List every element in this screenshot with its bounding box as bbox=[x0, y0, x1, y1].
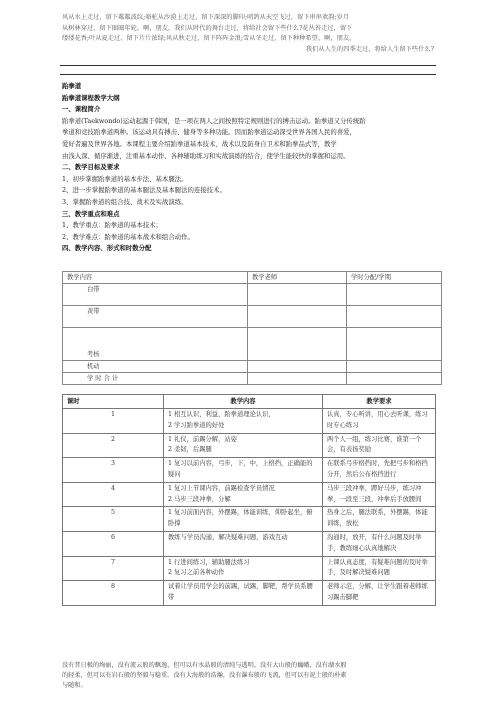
table-cell bbox=[248, 373, 347, 385]
table-cell: 黄带 bbox=[63, 306, 248, 328]
table-header-cell: 学时分配/学期 bbox=[347, 272, 442, 284]
lesson-requirement: 上课认真态度，有疑难问题的及时举手，及时解决疑难问题 bbox=[323, 556, 436, 581]
list-item: 2、教学难点：跆拳道的基本战术和组合动作。 bbox=[62, 232, 194, 241]
closing-paragraph bbox=[62, 661, 436, 691]
section-heading: 三、教学重点和难点 bbox=[62, 209, 120, 218]
intro-line: 由浅入深、循序渐进，注重基本动作、各种辅助练习和实战演练的结合，使学生能较快的掌握和运用。 bbox=[62, 151, 350, 160]
quote-line: 缕缕花香;叶从夏走过，留下片片浓绿;风从秋走过，留下阵阵金浪;雪从冬走过，留下种种希望。啊，朋友， bbox=[62, 35, 356, 43]
closing-line: 没有昔日极的绚丽，没有流云般的飘逸，但可以有水晶般的清纯与透明。没有大山般的巍峨，没有湖水般 bbox=[62, 662, 347, 669]
table-header-cell: 教学老师 bbox=[248, 272, 347, 284]
lesson-content: 1 礼仪，前踢分解，站姿 2 柔韧，后踢腿 bbox=[164, 433, 323, 458]
table-row bbox=[63, 458, 436, 483]
table-row bbox=[63, 556, 436, 581]
list-item: 1、初步掌握跆拳道的基本步法、基本腿法。 bbox=[62, 174, 188, 183]
table-header-cell: 课时 bbox=[63, 395, 164, 409]
closing-line: 与随和。 bbox=[62, 682, 87, 689]
lesson-requirement: 认真，专心听讲，用心去听课，练习时专心练习 bbox=[323, 409, 436, 434]
table-row bbox=[63, 482, 436, 507]
lesson-number: 4 bbox=[63, 482, 164, 507]
lesson-content: 1 复习上节课内容，前踢检查学员情况 2 马步三段冲拳，分解 bbox=[164, 482, 323, 507]
doc-subtitle: 跆拳道课程教学大纲 bbox=[62, 93, 120, 102]
table-cell bbox=[248, 306, 347, 328]
lesson-number: 7 bbox=[63, 556, 164, 581]
table-cell: 考核 bbox=[63, 328, 248, 361]
header-rule bbox=[60, 65, 436, 66]
list-item: 1、教学重点：跆拳道的基本技术； bbox=[62, 221, 162, 230]
lesson-requirement: 热身之后，腿法联系，外摆踢，体能训练，放松 bbox=[323, 507, 436, 532]
table-header-cell: 教学要求 bbox=[323, 395, 436, 409]
lesson-number: 2 bbox=[63, 433, 164, 458]
lesson-number: 5 bbox=[63, 507, 164, 532]
lesson-plan-table bbox=[62, 394, 436, 606]
lesson-requirement: 沟通时，放开，有什么问题及时举手，教练细心认真地解决 bbox=[323, 531, 436, 556]
section-heading: 二、教学目标及要求 bbox=[62, 163, 120, 172]
table-cell bbox=[347, 373, 442, 385]
table-cell: 白带 bbox=[63, 284, 248, 306]
table-cell: 学 时 合 计 bbox=[63, 373, 248, 385]
table-header-cell: 教学内容 bbox=[164, 395, 323, 409]
table-row bbox=[63, 409, 436, 434]
lesson-number: 6 bbox=[63, 531, 164, 556]
lesson-number: 1 bbox=[63, 409, 164, 434]
intro-line: 爱好者遍及世界各地。本课程主要介绍跆拳道基本技术、战术以及防身自卫术和跆拳品式等，教学 bbox=[62, 139, 337, 148]
section-heading: 四、教学内容、形式和时数分配 bbox=[62, 244, 152, 253]
table-cell bbox=[347, 306, 442, 328]
header-rule bbox=[60, 74, 436, 75]
section-heading: 一、课程简介 bbox=[62, 105, 101, 114]
lesson-requirement: 马步三段冲拳，蹲好马步，练习冲拳，一段至三段，冲拳后手放腰间 bbox=[323, 482, 436, 507]
table-header-cell: 教学内容 bbox=[63, 272, 248, 284]
lesson-number: 3 bbox=[63, 458, 164, 483]
intro-line: 拳道和竞技跆拳道两种。该运动具有搏击、健身等多种功能。因而跆拳道运动深受世界各国人民的喜爱， bbox=[62, 128, 356, 137]
lesson-content: 1 相互认识，利益，跆拳道理论认识， 2 学习跆拳道的好处 bbox=[164, 409, 323, 434]
allocation-table bbox=[62, 271, 442, 385]
table-cell bbox=[248, 361, 347, 373]
table-cell bbox=[248, 284, 347, 306]
doc-title: 跆拳道 bbox=[62, 82, 82, 90]
lesson-content: 1 复习以前内容，弓步，下，中，上格挡，正确能的疑问 bbox=[164, 458, 323, 483]
table-row bbox=[63, 581, 436, 606]
lesson-content: 1 复习前面内容，外摆踢，体能训练，仰卧起坐，俯卧撑 bbox=[164, 507, 323, 532]
table-cell bbox=[347, 361, 442, 373]
lesson-requirement: 两个人一组，练习比赛，谁第一个会，有表扬奖励 bbox=[323, 433, 436, 458]
intro-line: 跆拳道(Taekwondo)运动起源于韩国，是一项在两人之间按照特定规则进行的搏击运动。跆拳道又分传统跆 bbox=[62, 116, 366, 125]
quote-line: 风从水上走过，留下粼粼波纹;骆驼从沙漠上走过，留下深深的脚印;哨鸽从天空飞过，留下串串欢韵;岁月 bbox=[62, 14, 350, 21]
list-item: 2、进一步掌握跆拳道的基本腿法及基本腿法的连接技术。 bbox=[62, 186, 226, 195]
lesson-requirement: 在联系弓步格挡时，先把弓步和格挡分开，然后公布格挡进行 bbox=[323, 458, 436, 483]
quote-line: 从树林穿过，留下圈圈年轮。啊，朋友，我们从时代的舞台走过，将给社会留下些什么?花丛苔走过，留下 bbox=[62, 24, 353, 32]
lesson-content: 1 行进间练习，辅助腿法练习 2 复习之前各种动作 bbox=[164, 556, 323, 581]
lesson-number: 8 bbox=[63, 581, 164, 606]
top-quote bbox=[62, 13, 434, 55]
syllabus-body bbox=[62, 81, 434, 255]
closing-line: 的轻柔，但可以有岩石般的坚毅与稳重。没有大海般的浩瀚，没有瀑布般的飞流，但可以有泥土般的朴素 bbox=[62, 672, 347, 679]
lesson-requirement: 老师示范，分解，让学生跟着老师练习踢击脚靶 bbox=[323, 581, 436, 606]
table-row bbox=[63, 433, 436, 458]
table-cell bbox=[248, 328, 347, 361]
lesson-content: 教练与学员沟通，解决疑难问题，游戏互动 bbox=[164, 531, 323, 556]
table-cell bbox=[347, 328, 442, 361]
lesson-content: 试着让学员用学会的前踢，试踢，脚靶，帮学员系腰带 bbox=[164, 581, 323, 606]
table-cell: 机动 bbox=[63, 361, 248, 373]
table-row bbox=[63, 531, 436, 556]
table-cell bbox=[347, 284, 442, 306]
list-item: 3、掌握跆拳道的组合技、战术及实战演练。 bbox=[62, 197, 188, 206]
quote-line: 我们从人生的四季走过，将给人生留下些什么? bbox=[305, 45, 434, 53]
table-row bbox=[63, 507, 436, 532]
